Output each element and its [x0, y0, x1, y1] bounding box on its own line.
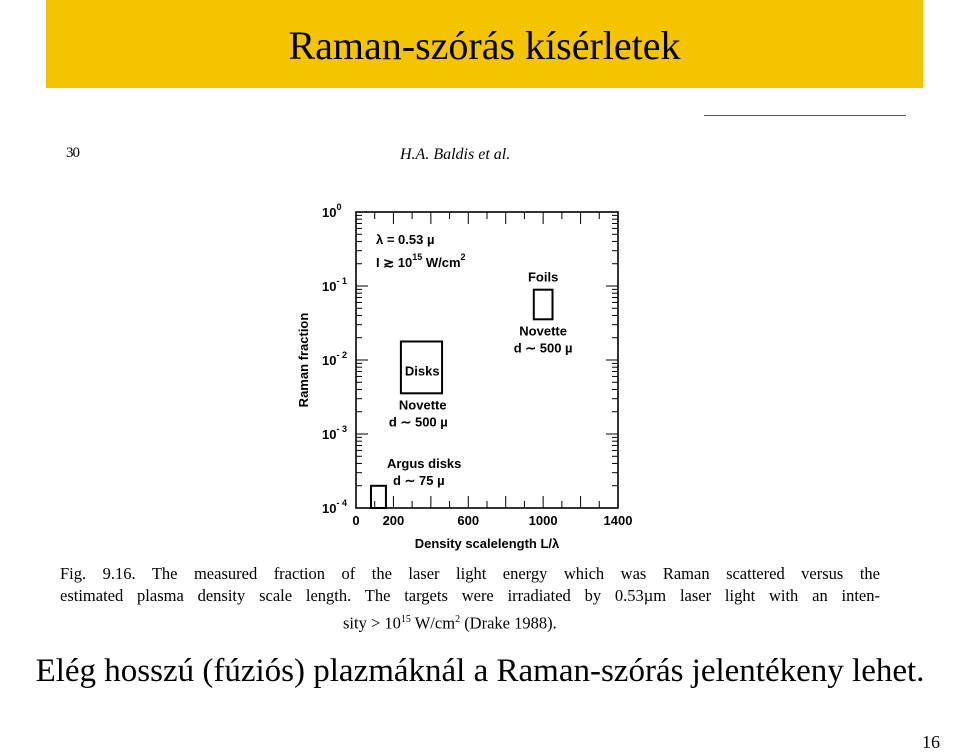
caption-sup-2: 2 [455, 614, 461, 625]
caption-sup-15: 15 [400, 614, 411, 625]
caption-line-2: estimated plasma density scale length. The targets were irradiated by 0.53µm laser light with an inten- [60, 586, 880, 605]
region-inner-label-novette-disks: Disks [404, 363, 440, 379]
y-axis-title: Raman fraction [296, 312, 311, 408]
region-box-novette-foils [534, 290, 553, 320]
y-tick-labels [296, 202, 347, 516]
x-tick-labels [352, 513, 632, 551]
conclusion-text: Elég hosszú (fúziós) plazmáknál a Raman-szórás jelentékeny lehet. [35, 653, 925, 689]
slide-number: 16 [922, 732, 940, 752]
slide-title: Raman-szórás kísérletek [288, 23, 681, 68]
x-tick-label: 1400 [603, 513, 633, 528]
argus-label: Argus disks [386, 455, 462, 471]
y-tick-label: $10^{- 4}$ [322, 498, 347, 516]
y-tick-label: $10^{- 1}$ [322, 276, 347, 294]
y-tick-label: $10^0$ [322, 202, 342, 220]
running-head: H.A. Baldis et al. [400, 146, 511, 163]
region-box-argus [371, 486, 386, 508]
argus-diameter-label: d ∼ 75 µ [392, 472, 445, 488]
y-tick-label: $10^{- 2}$ [322, 350, 347, 368]
caption-line-3-end: (Drake 1988). [460, 613, 557, 633]
caption-line-3-post: W/cm [410, 613, 456, 633]
condition-intensity: I ≳ $10^{15}$ $W/cm^2$ [376, 252, 466, 270]
caption-line-3 [343, 609, 557, 635]
x-tick-label: 200 [382, 513, 405, 528]
x-tick-label: 1000 [528, 513, 558, 528]
x-axis-title: Density scalelength L/λ [414, 536, 560, 551]
header-rule [704, 115, 906, 116]
region-top-label-novette-foils: Foils [527, 269, 559, 285]
novette-foils-diameter-label: d ∼ 500 µ [513, 340, 573, 356]
raman-fraction-chart [290, 190, 660, 555]
caption-line-1: Fig. 9.16. The measured fraction of the laser light energy which was Raman scattered versus the [60, 564, 880, 583]
y-tick-label: $10^{- 3}$ [322, 424, 347, 442]
novette-disks-label: Novette [398, 397, 447, 413]
condition-wavelength: λ = 0.53 µ [376, 232, 435, 247]
x-tick-label: 0 [352, 513, 360, 528]
x-tick-label: 600 [457, 513, 480, 528]
caption-line-3-pre: sity > 10 [343, 613, 401, 633]
novette-foils-label: Novette [519, 323, 567, 339]
title-bar [46, 0, 923, 88]
book-page-number: 30 [66, 145, 79, 161]
novette-disks-diameter-label: d ∼ 500 µ [388, 414, 448, 430]
